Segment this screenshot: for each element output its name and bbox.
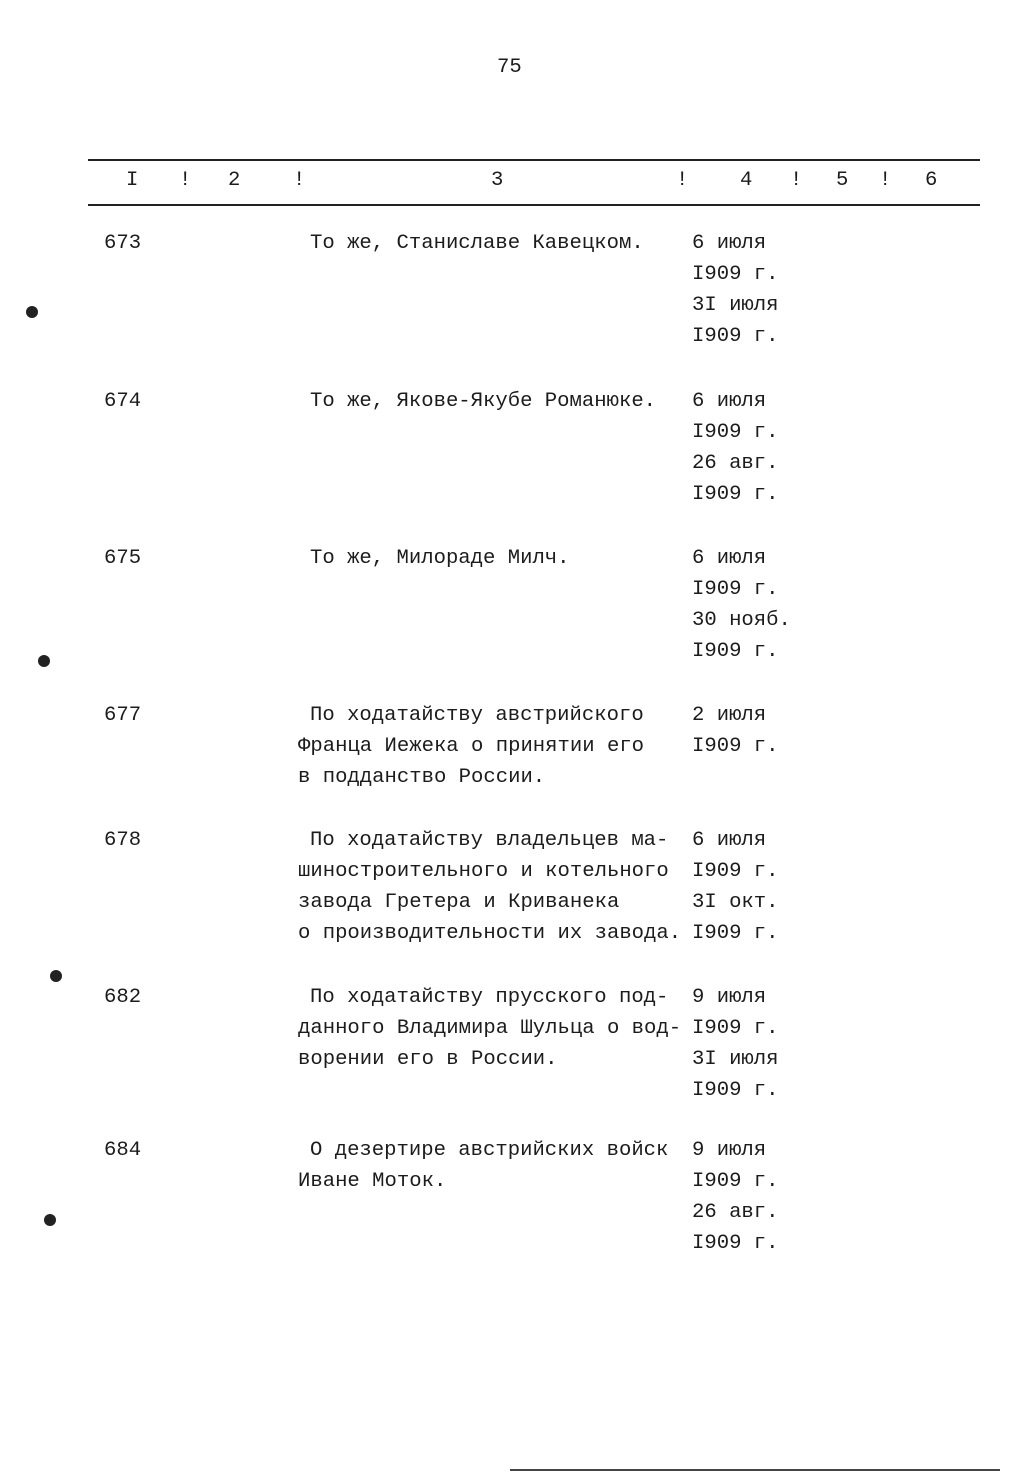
record-number: 684 — [104, 1139, 142, 1162]
record-number: 677 — [104, 704, 142, 727]
punch-hole-mark — [38, 655, 50, 667]
date-line: I909 г. — [692, 325, 779, 348]
record-number: 673 — [104, 232, 142, 255]
record-dates — [692, 1135, 779, 1259]
date-line: 9 июля — [692, 986, 767, 1009]
date-line: 3I июля — [692, 1048, 779, 1071]
date-line: I909 г. — [692, 421, 779, 444]
header-top-rule — [88, 159, 980, 161]
record-dates — [692, 386, 779, 510]
description-line: По ходатайству владельцев ма- — [310, 829, 669, 852]
date-line: 6 июля — [692, 547, 767, 570]
col-3-header: 3 — [491, 169, 504, 192]
record-dates — [692, 543, 791, 667]
description-line: Франца Иежека о принятии его — [298, 735, 645, 758]
date-line: I909 г. — [692, 1079, 779, 1102]
col-4-header: 4 — [740, 169, 753, 192]
date-line: I909 г. — [692, 922, 779, 945]
description-line: По ходатайству прусского под- — [310, 986, 669, 1009]
date-line: I909 г. — [692, 735, 779, 758]
col-5-header: 5 — [836, 169, 849, 192]
punch-hole-mark — [50, 970, 62, 982]
col-separator: ! — [676, 169, 689, 192]
col-2-header: 2 — [228, 169, 241, 192]
record-number: 674 — [104, 390, 142, 413]
record-dates — [692, 228, 779, 352]
date-line: 30 нояб. — [692, 609, 791, 632]
description-line: По ходатайству австрийского — [310, 704, 644, 727]
date-line: I909 г. — [692, 263, 779, 286]
description-line: в подданство России. — [298, 766, 546, 789]
col-1-header: I — [126, 169, 139, 192]
date-line: I909 г. — [692, 483, 779, 506]
record-description — [298, 543, 570, 574]
date-line: I909 г. — [692, 1017, 779, 1040]
description-line: То же, Якове-Якубе Романюке. — [310, 390, 657, 413]
date-line: 3I июля — [692, 294, 779, 317]
date-line: 6 июля — [692, 232, 767, 255]
page-number: 75 — [497, 56, 522, 79]
record-number: 675 — [104, 547, 142, 570]
description-line: завода Гретера и Криванека — [298, 891, 620, 914]
record-dates — [692, 825, 779, 949]
date-line: I909 г. — [692, 578, 779, 601]
col-separator: ! — [179, 169, 192, 192]
header-bottom-rule — [88, 204, 980, 206]
description-line: ворении его в России. — [298, 1048, 558, 1071]
date-line: I909 г. — [692, 640, 779, 663]
record-number: 682 — [104, 986, 142, 1009]
description-line: То же, Милораде Милч. — [310, 547, 570, 570]
description-line: То же, Станиславе Кавецком. — [310, 232, 644, 255]
date-line: 3I окт. — [692, 891, 779, 914]
date-line: I909 г. — [692, 1170, 779, 1193]
record-description — [298, 386, 656, 417]
date-line: 6 июля — [692, 390, 767, 413]
date-line: 2 июля — [692, 704, 767, 727]
date-line: 26 авг. — [692, 452, 779, 475]
record-description — [298, 1135, 668, 1197]
record-dates — [692, 982, 779, 1106]
record-description — [298, 700, 644, 793]
date-line: I909 г. — [692, 1232, 779, 1255]
punch-hole-mark — [26, 306, 38, 318]
record-dates — [692, 700, 779, 762]
date-line: 26 авг. — [692, 1201, 779, 1224]
record-description — [298, 228, 644, 259]
col-separator: ! — [293, 169, 306, 192]
bottom-rule — [510, 1469, 1000, 1471]
date-line: I909 г. — [692, 860, 779, 883]
col-separator: ! — [879, 169, 892, 192]
description-line: Иване Моток. — [298, 1170, 447, 1193]
col-6-header: 6 — [925, 169, 938, 192]
punch-hole-mark — [44, 1214, 56, 1226]
date-line: 9 июля — [692, 1139, 767, 1162]
description-line: О дезертире австрийских войск — [310, 1139, 669, 1162]
col-separator: ! — [790, 169, 803, 192]
date-line: 6 июля — [692, 829, 767, 852]
record-description — [298, 825, 681, 949]
description-line: о производительности их завода. — [298, 922, 682, 945]
description-line: шиностроительного и котельного — [298, 860, 669, 883]
record-description — [298, 982, 681, 1075]
description-line: данного Владимира Шульца о вод- — [298, 1017, 682, 1040]
record-number: 678 — [104, 829, 142, 852]
